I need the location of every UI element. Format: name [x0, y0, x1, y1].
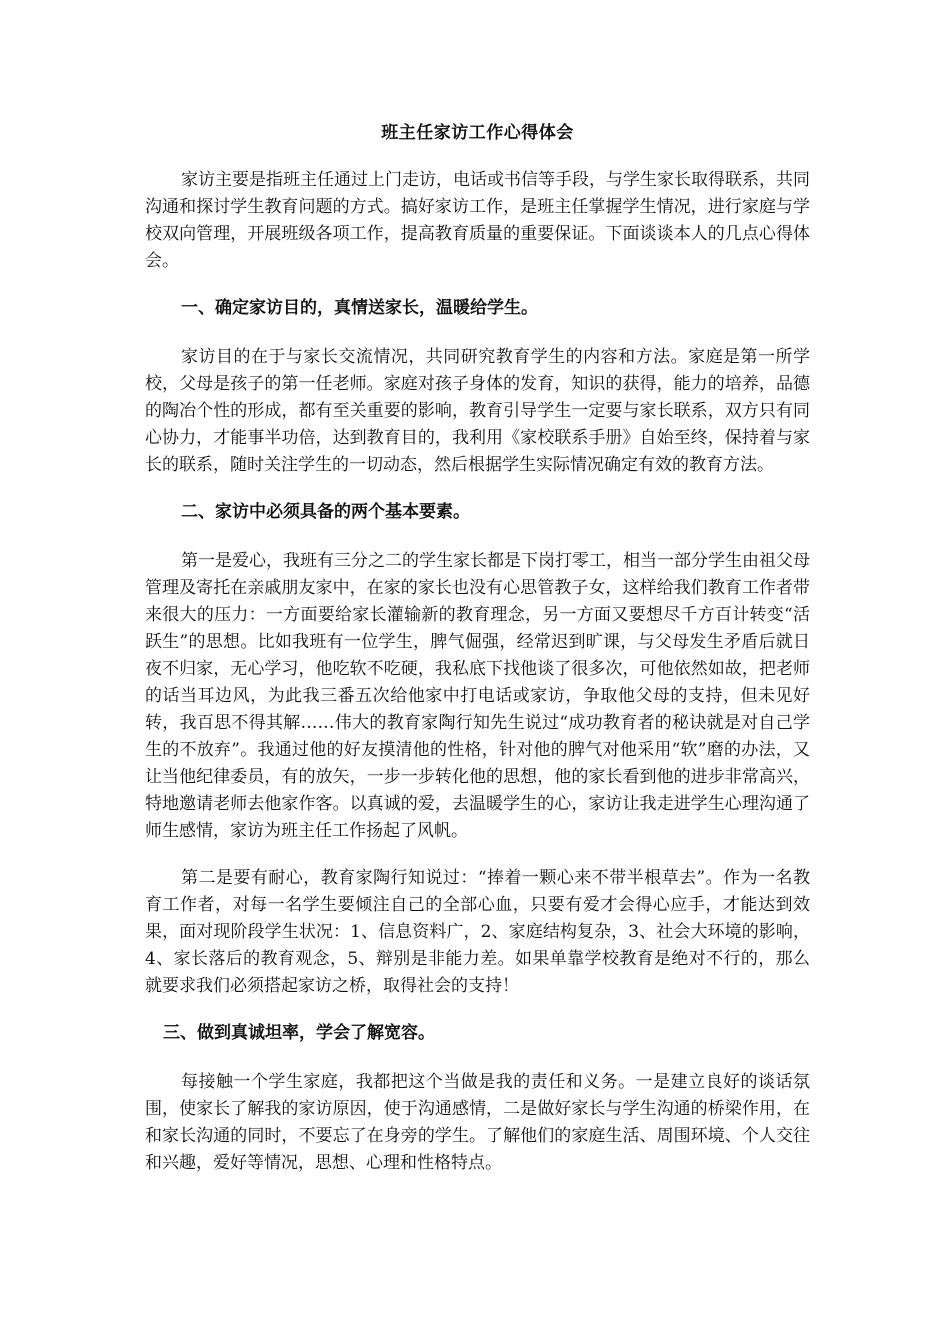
section-heading-3: 三、做到真诚坦率，学会了解宽容。: [163, 1023, 435, 1043]
section-3-paragraph-1: 每接触一个学生家庭，我都把这个当做是我的责任和义务。一是建立良好的谈话氛围，使家长了解我的家访原因，使于沟通感情，二是做好家长与学生沟通的桥梁作用，在和家长沟通的同时，不要忘了在身旁的学生。了解他们的家庭生活、周围环境、个人交往和兴趣，爱好等情况，思想、心理和性格特点。: [145, 1072, 810, 1173]
section-heading-1: 一、确定家访目的，真情送家长，温暖给学生。: [181, 298, 538, 318]
intro-paragraph: 家访主要是指班主任通过上门走访，电话或书信等手段，与学生家长取得联系，共同沟通和探讨学生教育问题的方式。搞好家访工作，是班主任掌握学生情况，进行家庭与学校双向管理，开展班级各项工作，提高教育质量的重要保证。下面谈谈本人的几点心得体会。: [145, 170, 810, 271]
section-2-paragraph-2: 第二是要有耐心，教育家陶行知说过：“捧着一颗心来不带半根草去”。作为一名教育工作者，对每一名学生要倾注自己的全部心血，只要有爱才会得心应手，才能达到效果，面对现阶段学生状况：1、信息资料广，2、家庭结构复杂，3、社会大环境的影响，4、家长落后的教育观念，5、辩别是非能力差。如果单靠学校教育是绝对不行的，那么就要求我们必须搭起家访之桥，取得社会的支持！: [145, 868, 810, 996]
section-1-paragraph-1: 家访目的在于与家长交流情况，共同研究教育学生的内容和方法。家庭是第一所学校，父母是孩子的第一任老师。家庭对孩子身体的发育，知识的获得，能力的培养，品德的陶冶个性的形成，都有至关重要的影响，教育引导学生一定要与家长联系，双方只有同心协力，才能事半功倍，达到教育目的，我利用《家校联系手册》自始至终，保持着与家长的联系，随时关注学生的一切动态，然后根据学生实际情况确定有效的教育方法。: [145, 347, 810, 475]
section-2-paragraph-1: 第一是爱心，我班有三分之二的学生家长都是下岗打零工，相当一部分学生由祖父母管理及寄托在亲戚朋友家中，在家的家长也没有心思管教子女，这样给我们教育工作者带来很大的压力：一方面要给家长灌输新的教育理念，另一方面又要想尽千方百计转变“活跃生”的思想。比如我班有一位学生，脾气倔强，经常迟到旷课，与父母发生矛盾后就日夜不归家，无心学习，他吃软不吃硬，我私底下找他谈了很多次，可他依然如故，把老师的话当耳边风，为此我三番五次给他家中打电话或家访，争取他父母的支持，但未见好转，我百思不得其解……伟大的教育家陶行知先生说过“成功教育者的秘诀就是对自己学生的不放弃”。我通过他的好友摸清他的性格，针对他的脾气对他采用“软”磨的办法，又让当他纪律委员，有的放矢，一步一步转化他的思想，他的家长看到他的进步非常高兴，特地邀请老师去他家作客。以真诚的爱，去温暖学生的心，家访让我走进学生心理沟通了师生感情，家访为班主任工作扬起了风帆。: [145, 551, 810, 841]
section-heading-2: 二、家访中必须具备的两个基本要素。: [181, 502, 470, 522]
page-title: 班主任家访工作心得体会: [381, 123, 574, 143]
